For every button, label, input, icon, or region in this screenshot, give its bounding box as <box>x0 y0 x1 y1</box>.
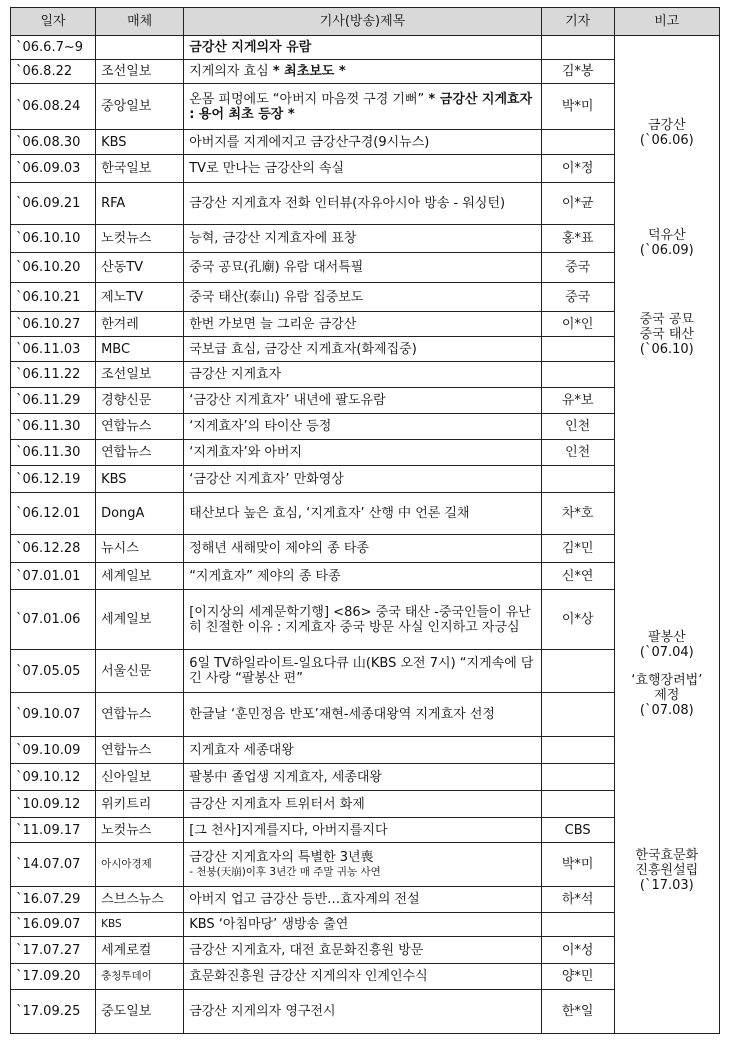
reporter-cell: 이*정 <box>541 155 614 183</box>
media-cell: KBS <box>96 913 184 937</box>
reporter-cell: 차*호 <box>541 493 614 535</box>
reporter-cell <box>541 130 614 155</box>
date-cell: `06.11.03 <box>11 337 96 362</box>
media-cell: 산동TV <box>96 253 184 283</box>
note-line: 팔봉산 <box>647 629 686 645</box>
title-cell: 6일 TV하일라이트-일요다큐 山(KBS 오전 7시) “지게속에 담긴 사랑 “팔봉산 편” <box>184 650 542 693</box>
date-cell: `06.10.27 <box>11 312 96 337</box>
table-row <box>11 818 720 843</box>
media-cell: 연합뉴스 <box>96 737 184 764</box>
note-line: 중국 공묘 <box>639 311 694 327</box>
note-line: 금강산 <box>647 117 686 133</box>
title-cell: 한글날 ‘훈민정음 반포’재현-세종대왕역 지게효자 선정 <box>184 693 542 737</box>
reporter-cell: 이*균 <box>541 183 614 225</box>
date-cell: `06.09.21 <box>11 183 96 225</box>
media-cell <box>96 36 184 60</box>
note-line: 중국 태산 <box>639 326 694 342</box>
media-cell: 신아일보 <box>96 764 184 791</box>
note-palbong <box>620 630 714 660</box>
table-row <box>11 84 720 130</box>
note-line: (`06.06) <box>639 132 694 148</box>
note-line: (`06.09) <box>639 242 694 258</box>
table-row <box>11 312 720 337</box>
title-cell: “지게효자” 제야의 종 타종 <box>184 563 542 590</box>
table-row <box>11 466 720 493</box>
table-row <box>11 590 720 650</box>
title-main: 금강산 지게효자의 특별한 3년喪 <box>189 849 374 865</box>
reporter-cell: 중국 <box>541 283 614 312</box>
reporter-cell <box>541 764 614 791</box>
title-cell: ‘지게효자’와 아버지 <box>184 440 542 466</box>
reporter-cell: 이*상 <box>541 590 614 650</box>
media-cell: 세계일보 <box>96 563 184 590</box>
table-row <box>11 362 720 388</box>
date-cell: `06.12.28 <box>11 535 96 563</box>
title-cell: 금강산 지게효자 전화 인터뷰(자유아시아 방송 - 워싱턴) <box>184 183 542 225</box>
note-deokyu <box>620 228 714 258</box>
media-cell: 연합뉴스 <box>96 693 184 737</box>
table-row <box>11 650 720 693</box>
table-row <box>11 253 720 283</box>
reporter-cell: CBS <box>541 818 614 843</box>
table-row <box>11 937 720 964</box>
title-cell: 아버지를 지게에지고 금강산구경(9시뉴스) <box>184 130 542 155</box>
table-row <box>11 414 720 440</box>
media-cell: 연합뉴스 <box>96 414 184 440</box>
title-cell: 지게의자 효심 * 최초보도 * <box>184 60 542 84</box>
date-cell: `06.10.10 <box>11 225 96 253</box>
media-cell: KBS <box>96 130 184 155</box>
table-row <box>11 563 720 590</box>
title-cell: 능혁, 금강산 지게효자에 표창 <box>184 225 542 253</box>
title-cell: ‘금강산 지게효자’ 내년에 팔도유람 <box>184 388 542 414</box>
header-row <box>11 8 720 36</box>
reporter-cell <box>541 791 614 818</box>
media-cell: DongA <box>96 493 184 535</box>
media-cell: 경향신문 <box>96 388 184 414</box>
title-cell: 금강산 지게효자 트위터서 화제 <box>184 791 542 818</box>
header-title: 기사(방송)제목 <box>184 8 542 36</box>
date-cell: `17.09.25 <box>11 990 96 1034</box>
table-row <box>11 388 720 414</box>
date-cell: `17.09.20 <box>11 964 96 990</box>
title-cell: 정해년 새해맞이 제야의 종 타종 <box>184 535 542 563</box>
title-cell: ‘금강산 지게효자’ 만화영상 <box>184 466 542 493</box>
reporter-cell: 홍*표 <box>541 225 614 253</box>
date-cell: `06.08.30 <box>11 130 96 155</box>
header-media: 매체 <box>96 8 184 36</box>
note-line: 제정 <box>654 687 680 703</box>
table-row <box>11 130 720 155</box>
reporter-cell: 신*연 <box>541 563 614 590</box>
title-cell: 효문화진흥원 금강산 지게의자 인계인수식 <box>184 964 542 990</box>
note-column <box>614 36 719 1034</box>
header-note: 비고 <box>614 8 719 36</box>
date-cell: `06.11.29 <box>11 388 96 414</box>
media-cell: 한겨레 <box>96 312 184 337</box>
media-cell: 중도일보 <box>96 990 184 1034</box>
note-line: ‘효행장려법’ <box>631 672 703 688</box>
media-cell: 제노TV <box>96 283 184 312</box>
date-cell: `06.10.20 <box>11 253 96 283</box>
reporter-cell: 하*석 <box>541 887 614 913</box>
table-row <box>11 737 720 764</box>
reporter-cell: 박*미 <box>541 843 614 887</box>
date-cell: `06.8.22 <box>11 60 96 84</box>
table-row <box>11 283 720 312</box>
media-cell: 중앙일보 <box>96 84 184 130</box>
media-cell: 위키트리 <box>96 791 184 818</box>
title-cell: 금강산 지게효자 <box>184 362 542 388</box>
media-cell: 조선일보 <box>96 362 184 388</box>
media-cell: 뉴시스 <box>96 535 184 563</box>
title-sub: - 천붕(天崩)이후 3년간 매 주말 귀농 사연 <box>189 865 381 878</box>
media-cell: 세계로컬 <box>96 937 184 964</box>
reporter-cell: 유*보 <box>541 388 614 414</box>
date-cell: `06.08.24 <box>11 84 96 130</box>
media-cell: 연합뉴스 <box>96 440 184 466</box>
title-cell: 중국 태산(泰山) 유람 집중보도 <box>184 283 542 312</box>
title-cell: 국보급 효심, 금강산 지게효자(화제집중) <box>184 337 542 362</box>
note-kumgang <box>620 118 714 148</box>
table-row <box>11 887 720 913</box>
table-row <box>11 764 720 791</box>
date-cell: `16.07.29 <box>11 887 96 913</box>
date-cell: `06.6.7~9 <box>11 36 96 60</box>
table-row <box>11 60 720 84</box>
reporter-cell: 이*성 <box>541 937 614 964</box>
reporter-cell <box>541 36 614 60</box>
date-cell: `06.12.19 <box>11 466 96 493</box>
date-cell: `06.11.30 <box>11 440 96 466</box>
table-row <box>11 493 720 535</box>
table-row <box>11 225 720 253</box>
table-row <box>11 913 720 937</box>
reporter-cell <box>541 737 614 764</box>
title-cell <box>184 843 542 887</box>
reporter-cell <box>541 362 614 388</box>
date-cell: `10.09.12 <box>11 791 96 818</box>
media-cell: 노컷뉴스 <box>96 818 184 843</box>
title-cell: TV로 만나는 금강산의 속실 <box>184 155 542 183</box>
reporter-cell: 중국 <box>541 253 614 283</box>
title-cell: [이지상의 세계문학기행] <86> 중국 태산 -중국인들이 유난히 친절한 이유 : 지게효자 중국 방문 사실 인지하고 자긍심 <box>184 590 542 650</box>
title-cell: 태산보다 높은 효심, ‘지게효자’ 산행 中 언론 길채 <box>184 493 542 535</box>
title-cell: 지게효자 세종대왕 <box>184 737 542 764</box>
title-cell: ‘지게효자’의 타이산 등정 <box>184 414 542 440</box>
date-cell: `09.10.09 <box>11 737 96 764</box>
date-cell: `07.01.01 <box>11 563 96 590</box>
table-row <box>11 964 720 990</box>
table-row <box>11 155 720 183</box>
media-coverage-table <box>10 7 720 1034</box>
header-date: 일자 <box>11 8 96 36</box>
date-cell: `09.10.12 <box>11 764 96 791</box>
date-cell: `07.05.05 <box>11 650 96 693</box>
note-line: (`07.08) <box>639 702 694 718</box>
note-line: 진흥원설립 <box>635 862 699 878</box>
date-cell: `07.01.06 <box>11 590 96 650</box>
note-line: (`17.03) <box>639 877 694 893</box>
date-cell: `06.11.22 <box>11 362 96 388</box>
date-cell: `14.07.07 <box>11 843 96 887</box>
date-cell: `09.10.07 <box>11 693 96 737</box>
note-china <box>620 312 714 357</box>
reporter-cell: 박*미 <box>541 84 614 130</box>
reporter-cell: 인천 <box>541 440 614 466</box>
date-cell: `06.10.21 <box>11 283 96 312</box>
title-cell: 금강산 지게효자, 대전 효문화진흥원 방문 <box>184 937 542 964</box>
reporter-cell <box>541 466 614 493</box>
date-cell: `16.09.07 <box>11 913 96 937</box>
table-row <box>11 791 720 818</box>
table-row <box>11 440 720 466</box>
reporter-cell <box>541 913 614 937</box>
media-cell: RFA <box>96 183 184 225</box>
media-cell: 충청투데이 <box>96 964 184 990</box>
date-cell: `06.12.01 <box>11 493 96 535</box>
note-law <box>620 673 714 718</box>
title-cell: 아버지 업고 금강산 등반…효자계의 전설 <box>184 887 542 913</box>
reporter-cell: 김*봉 <box>541 60 614 84</box>
header-reporter: 기자 <box>541 8 614 36</box>
media-cell: MBC <box>96 337 184 362</box>
title-cell: 중국 공묘(孔廟) 유람 대서특필 <box>184 253 542 283</box>
table-row <box>11 36 720 60</box>
table-row <box>11 843 720 887</box>
media-cell: 스브스뉴스 <box>96 887 184 913</box>
reporter-cell: 한*일 <box>541 990 614 1034</box>
media-cell: KBS <box>96 466 184 493</box>
table-row <box>11 990 720 1034</box>
date-cell: `06.09.03 <box>11 155 96 183</box>
title-cell: 금강산 지게의자 유람 <box>184 36 542 60</box>
media-cell: 한국일보 <box>96 155 184 183</box>
date-cell: `17.07.27 <box>11 937 96 964</box>
media-cell: 세계일보 <box>96 590 184 650</box>
media-cell: 아시아경제 <box>96 843 184 887</box>
title-cell: KBS ‘아침마당’ 생방송 출연 <box>184 913 542 937</box>
media-cell: 노컷뉴스 <box>96 225 184 253</box>
title-cell: 팔봉中 졸업생 지게효자, 세종대왕 <box>184 764 542 791</box>
table-row <box>11 337 720 362</box>
reporter-cell: 김*민 <box>541 535 614 563</box>
title-cell: 온몸 피멍에도 “아버지 마음껏 구경 기뻐” * 금강산 지게효자 : 용어 최초 등장 * <box>184 84 542 130</box>
reporter-cell <box>541 337 614 362</box>
title-cell: 금강산 지게의자 영구전시 <box>184 990 542 1034</box>
media-cell: 조선일보 <box>96 60 184 84</box>
reporter-cell: 양*민 <box>541 964 614 990</box>
note-institute <box>620 848 714 893</box>
note-line: (`07.04) <box>639 644 694 660</box>
table-row <box>11 535 720 563</box>
media-cell: 서울신문 <box>96 650 184 693</box>
table-row <box>11 693 720 737</box>
note-line: 덕유산 <box>647 227 686 243</box>
reporter-cell <box>541 650 614 693</box>
date-cell: `11.09.17 <box>11 818 96 843</box>
reporter-cell: 이*인 <box>541 312 614 337</box>
note-line: 한국효문화 <box>635 847 699 863</box>
date-cell: `06.11.30 <box>11 414 96 440</box>
reporter-cell <box>541 693 614 737</box>
note-line: (`06.10) <box>639 341 694 357</box>
table-row <box>11 183 720 225</box>
title-cell: [그 천사]지게를지다, 아버지를지다 <box>184 818 542 843</box>
reporter-cell: 인천 <box>541 414 614 440</box>
title-cell: 한번 가보면 늘 그리운 금강산 <box>184 312 542 337</box>
